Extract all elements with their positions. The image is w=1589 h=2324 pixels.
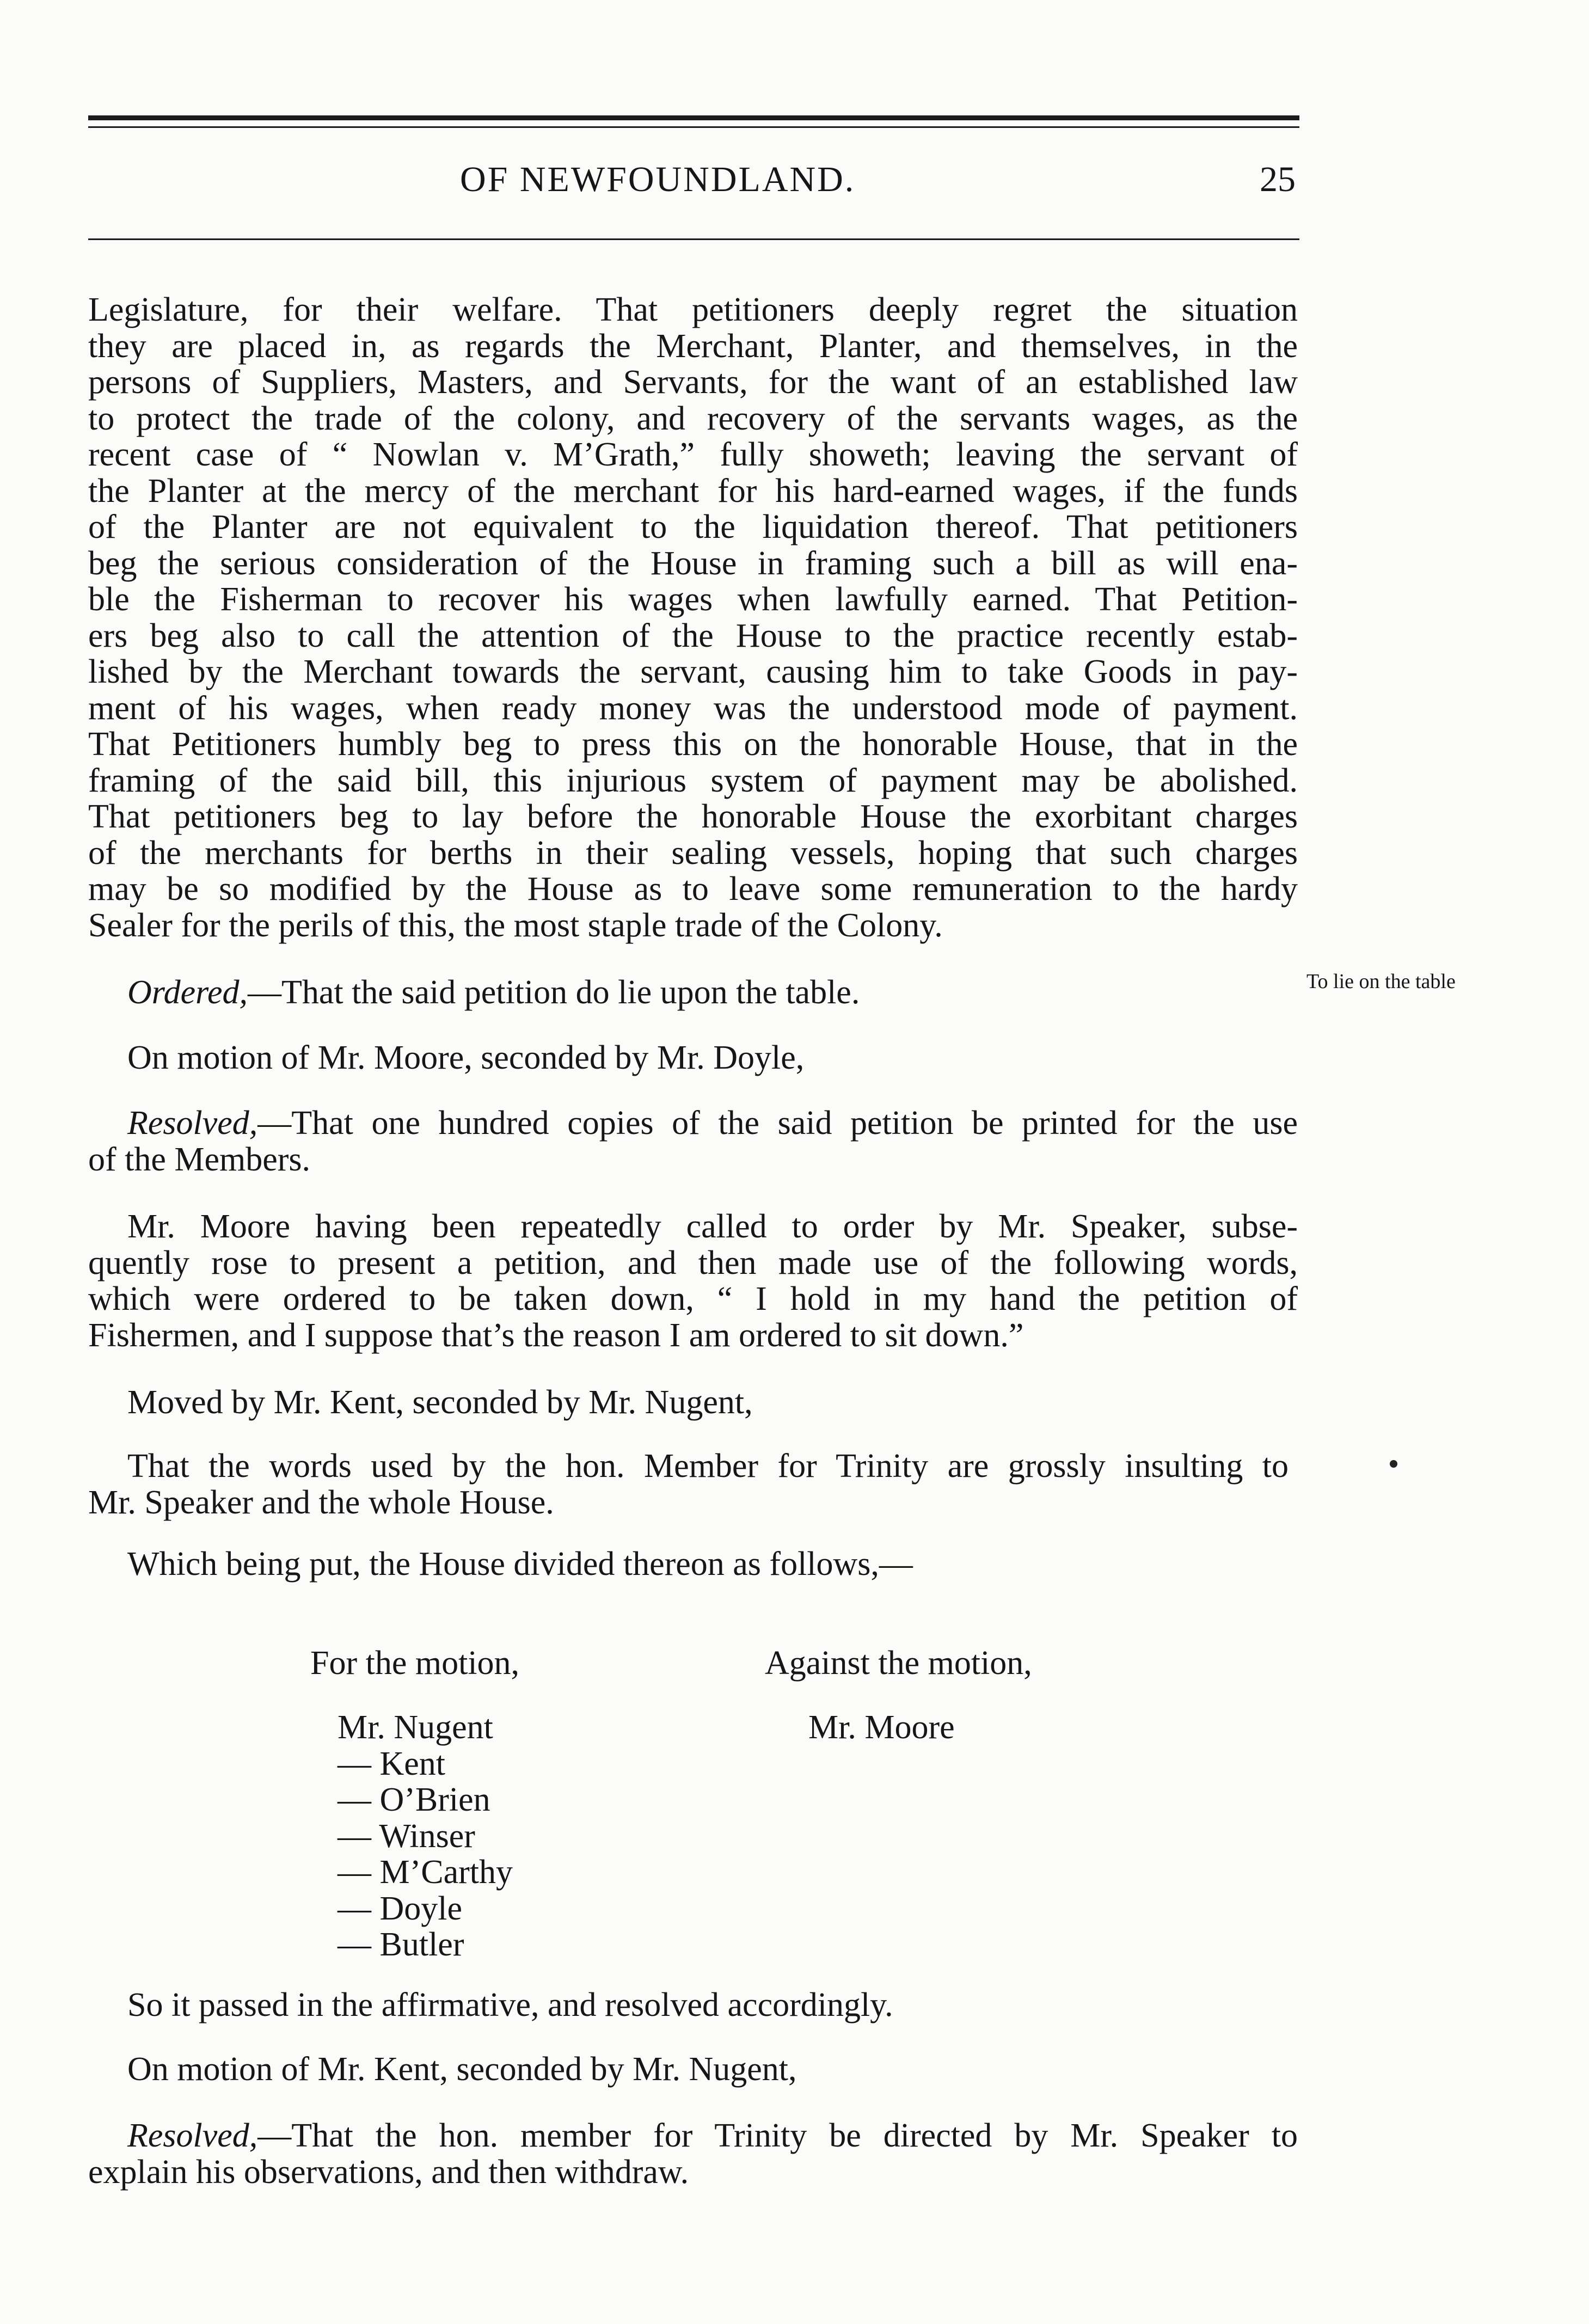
moore-paragraph: Mr. Moore having been repeatedly called to order by Mr. Speaker, subse- quently rose to present a petition, and then made use of the following words, which were ordered to be taken down, “ I hold in my hand the petition of Fishermen, and I suppose that’s the reason I am ordered to sit down.” xyxy=(88,1208,1298,1354)
list-item: Mr. Moore xyxy=(808,1709,955,1746)
ordered-keyword: Ordered, xyxy=(127,974,248,1011)
top-rule-thick xyxy=(88,115,1299,120)
list-item: — Winser xyxy=(338,1817,475,1855)
division-intro: Which being put, the House divided thereon as follows,— xyxy=(127,1546,913,1583)
text-line: framing of the said bill, this injurious system of payment may be abolished. xyxy=(88,762,1298,799)
margin-note: To lie on the table xyxy=(1306,970,1456,993)
text-line: may be so modified by the House as to leave some remuneration to the hardy xyxy=(88,870,1298,907)
text-line: to protect the trade of the colony, and recovery of the servants wages, as the xyxy=(88,400,1298,437)
passed-paragraph: So it passed in the affirmative, and resolved accordingly. xyxy=(127,1986,893,2023)
for-heading: For the motion, xyxy=(310,1645,520,1682)
moved-kent-nugent: Moved by Mr. Kent, seconded by Mr. Nugent, xyxy=(127,1384,753,1421)
list-item: — Kent xyxy=(338,1745,446,1782)
text-line: they are placed in, as regards the Merchant, Planter, and themselves, in the xyxy=(88,327,1298,365)
resolved-keyword: Resolved, xyxy=(127,1105,258,1142)
ordered-paragraph xyxy=(88,974,1298,1011)
text-line: ers beg also to call the attention of the House to the practice recently estab- xyxy=(88,617,1298,654)
list-item: — O’Brien xyxy=(338,1781,490,1818)
text-line: of the merchants for berths in their sealing vessels, hoping that such charges xyxy=(88,834,1298,872)
against-members-list xyxy=(808,1709,955,1746)
resolved-print-copies: Resolved,—That one hundred copies of the said petition be printed for the use of the Members. xyxy=(88,1105,1298,1178)
resolved-withdraw: Resolved,—That the hon. member for Trinity be directed by Mr. Speaker to explain his observations, and then withdraw. xyxy=(88,2117,1298,2191)
page-number: 25 xyxy=(1260,160,1296,199)
text-line: That petitioners beg to lay before the honorable House the exorbitant charges xyxy=(88,798,1298,835)
text-line-last: Sealer for the perils of this, the most staple trade of the Colony. xyxy=(88,906,943,944)
resolved-keyword: Resolved, xyxy=(127,2117,258,2154)
text-line: recent case of “ Nowlan v. M’Grath,” fully showeth; leaving the servant of xyxy=(88,436,1298,473)
text-line: the Planter at the mercy of the merchant for his hard-earned wages, if the funds xyxy=(88,472,1298,510)
top-rule-thin xyxy=(88,126,1299,128)
list-item: Mr. Nugent xyxy=(338,1709,493,1746)
text-line: of the Planter are not equivalent to the liquidation thereof. That petitioners xyxy=(88,508,1298,545)
list-item: — M’Carthy xyxy=(338,1854,513,1891)
list-item: — Doyle xyxy=(338,1890,463,1927)
text-line: That Petitioners humbly beg to press this on the honorable House, that in the xyxy=(88,726,1298,763)
motion-moore-doyle: On motion of Mr. Moore, seconded by Mr. Doyle, xyxy=(127,1039,805,1076)
text-line: Legislature, for their welfare. That petitioners deeply regret the situation xyxy=(88,291,1298,328)
insult-motion: That the words used by the hon. Member for Trinity are grossly insulting to Mr. Speaker and the whole House. xyxy=(88,1448,1289,1521)
against-heading: Against the motion, xyxy=(765,1645,1032,1682)
running-title: OF NEWFOUNDLAND. xyxy=(460,160,856,199)
petition-paragraph xyxy=(88,292,1298,943)
text-line: ment of his wages, when ready money was the understood mode of payment. xyxy=(88,689,1298,727)
text-line: ble the Fisherman to recover his wages when lawfully earned. That Petition- xyxy=(88,581,1298,618)
text-line: persons of Suppliers, Masters, and Servants, for the want of an established law xyxy=(88,364,1298,401)
for-members-list xyxy=(338,1709,513,1963)
ordered-text: —That the said petition do lie upon the table. xyxy=(247,974,860,1011)
header-rule xyxy=(88,238,1299,240)
text-line: lished by the Merchant towards the servant, causing him to take Goods in pay- xyxy=(88,653,1298,690)
text-line: beg the serious consideration of the House in framing such a bill as will ena- xyxy=(88,544,1298,582)
margin-dot xyxy=(1390,1460,1397,1468)
motion-kent-nugent: On motion of Mr. Kent, seconded by Mr. Nugent, xyxy=(127,2051,797,2088)
list-item: — Butler xyxy=(338,1926,464,1963)
